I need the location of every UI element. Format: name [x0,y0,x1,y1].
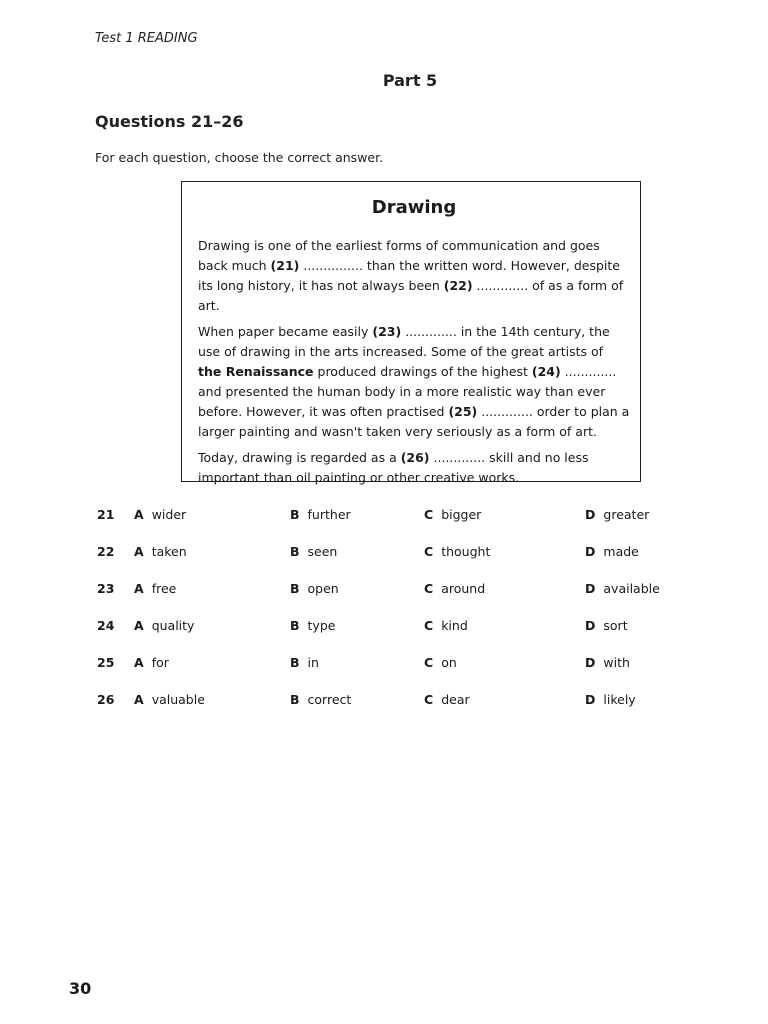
question-row [0,581,768,601]
option-text: likely [603,692,636,707]
page-number: 30 [69,979,92,998]
gap-marker: (26) [400,450,430,465]
option-letter: D [585,618,596,633]
answer-option-c[interactable] [424,544,490,559]
option-text: further [307,507,351,522]
answer-option-d[interactable] [585,581,660,596]
option-text: valuable [151,692,205,707]
answer-option-d[interactable] [585,507,649,522]
reading-text-box [181,181,641,485]
question-number: 26 [97,692,115,707]
answer-option-a[interactable] [134,544,187,559]
answer-option-c[interactable] [424,692,470,707]
option-letter: C [424,618,434,633]
option-text: kind [441,618,468,633]
option-letter: A [134,655,144,670]
option-letter: C [424,692,434,707]
option-letter: D [585,544,596,559]
text-segment: ............. in the 14th century, the use of drawing in the arts increased. Some of the great artists of [198,324,610,359]
answer-option-b[interactable] [290,507,351,522]
answer-option-d[interactable] [585,544,639,559]
text-segment: ............. skill and no less important than oil painting or other creative works. [198,450,589,485]
option-text: for [151,655,169,670]
option-text: bigger [441,507,482,522]
section-header: Test 1 READING [95,31,198,46]
answer-option-a[interactable] [134,507,186,522]
option-letter: D [585,581,596,596]
gap-marker: the Renaissance [198,364,314,379]
gap-marker: (24) [531,364,561,379]
option-text: open [307,581,339,596]
option-letter: C [424,507,434,522]
option-text: made [603,544,639,559]
answer-option-b[interactable] [290,581,339,596]
question-row [0,544,768,564]
option-letter: A [134,544,144,559]
questions-heading: Questions 21–26 [95,112,244,131]
option-letter: B [290,507,300,522]
text-segment: Today, drawing is regarded as a [198,450,401,465]
text-paragraph [198,322,630,442]
option-text: with [603,655,630,670]
option-letter: D [585,655,596,670]
answer-option-d[interactable] [585,618,628,633]
answer-option-a[interactable] [134,618,194,633]
answer-option-a[interactable] [134,581,176,596]
option-text: seen [307,544,338,559]
option-text: sort [603,618,628,633]
option-text: available [603,581,660,596]
gap-marker: (22) [443,278,473,293]
answer-option-a[interactable] [134,692,205,707]
question-number: 25 [97,655,115,670]
option-letter: D [585,507,596,522]
answer-option-c[interactable] [424,507,481,522]
option-letter: A [134,692,144,707]
text-segment: ............... than the written word. However, despite its long history, it has not always been [198,258,620,293]
answer-option-b[interactable] [290,618,335,633]
option-text: quality [151,618,195,633]
option-letter: A [134,581,144,596]
option-text: correct [307,692,352,707]
option-letter: B [290,692,300,707]
text-segment: ............. order to plan a larger painting and wasn't taken very seriously as a form of art. [198,404,630,439]
text-segment: produced drawings of the highest [313,364,532,379]
question-number: 21 [97,507,115,522]
answer-option-d[interactable] [585,692,636,707]
option-letter: B [290,544,300,559]
text-paragraph [198,236,630,316]
text-segment: When paper became easily [198,324,373,339]
question-number: 24 [97,618,115,633]
answer-option-c[interactable] [424,618,468,633]
instruction-text: For each question, choose the correct answer. [95,150,384,165]
answer-option-b[interactable] [290,655,319,670]
option-letter: A [134,507,144,522]
answer-option-b[interactable] [290,692,351,707]
text-segment: Drawing is one of the earliest forms of communication and goes back much [198,238,600,273]
option-text: greater [603,507,650,522]
answer-option-c[interactable] [424,581,485,596]
question-row [0,692,768,712]
question-row [0,618,768,638]
option-text: taken [151,544,187,559]
option-text: on [441,655,457,670]
gap-marker: (25) [448,404,478,419]
option-text: free [151,581,177,596]
text-body [198,236,630,488]
question-number: 23 [97,581,115,596]
text-paragraph [198,448,630,488]
option-text: thought [441,544,491,559]
answer-option-b[interactable] [290,544,337,559]
question-row [0,507,768,527]
answer-option-d[interactable] [585,655,630,670]
question-row [0,655,768,675]
option-text: dear [441,692,470,707]
option-text: in [307,655,319,670]
answer-option-a[interactable] [134,655,169,670]
option-text: type [307,618,336,633]
gap-marker: (21) [270,258,300,273]
option-letter: D [585,692,596,707]
text-segment: ............. and presented the human body in a more realistic way than ever before. However, it was often practised [198,364,617,419]
option-text: around [441,581,486,596]
option-letter: C [424,544,434,559]
text-segment: ............. of as a form of art. [198,278,624,313]
option-letter: B [290,581,300,596]
question-number: 22 [97,544,115,559]
option-letter: C [424,581,434,596]
text-title: Drawing [371,197,457,218]
option-text: wider [151,507,187,522]
option-letter: A [134,618,144,633]
option-letter: B [290,618,300,633]
option-letter: C [424,655,434,670]
option-letter: B [290,655,300,670]
gap-marker: (23) [372,324,402,339]
part-title: Part 5 [382,71,438,90]
answer-option-c[interactable] [424,655,457,670]
